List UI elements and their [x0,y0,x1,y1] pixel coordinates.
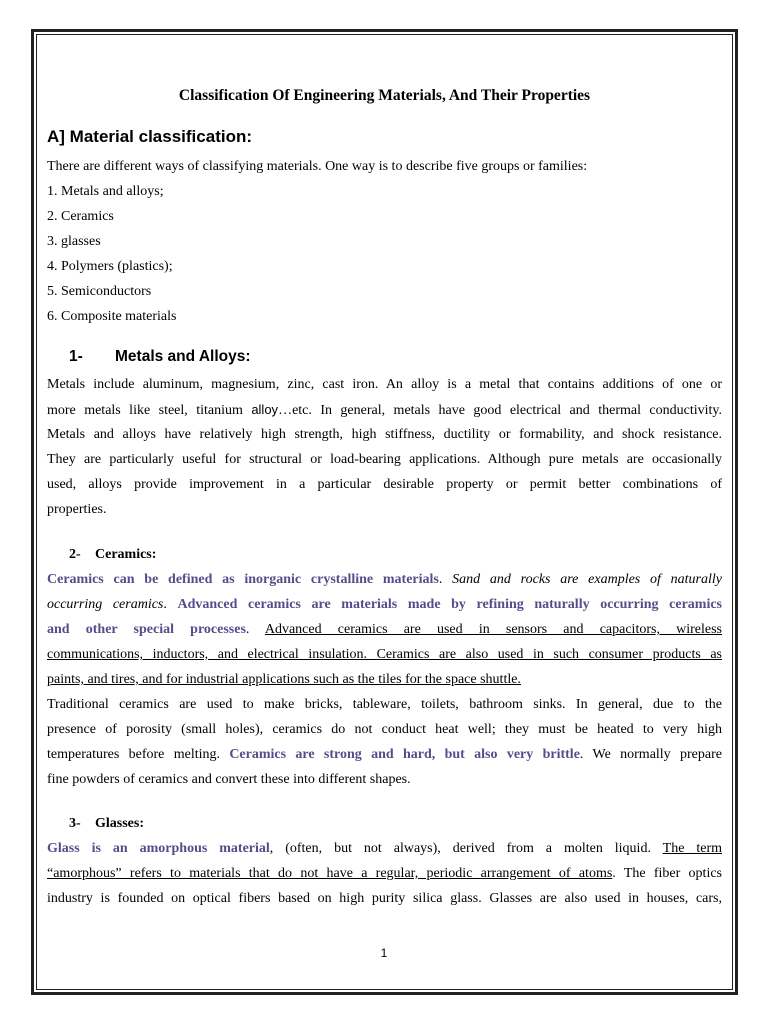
ceramics-line [47,617,722,642]
glasses-heading [69,814,144,834]
glasses-line: industry is founded on optical fibers based on high purity silica glass. Glasses are also used in houses, cars, [47,891,722,906]
metals-heading-number: 1- [69,348,83,365]
metals-line: used, alloys provide improvement in a particular desirable property or permit better combinations of [47,477,722,492]
metals-line [47,397,722,422]
metals-paragraph [47,372,722,522]
metals-line: They are particularly useful for structural or load-bearing applications. Although pure metals are occasionally [47,452,722,467]
ceramics-text: occurring ceramics [47,597,164,612]
ceramics-text: Sand and rocks are examples of naturally [452,572,722,587]
document-title: Classification Of Engineering Materials, And Their Properties [178,87,591,104]
ceramics-heading-number: 2- [69,547,81,562]
ceramics-text: . [438,572,453,587]
ceramics-text: and other special processes [47,622,246,637]
metals-line-part: more metals like steel, titanium [47,403,252,418]
list-item: 1. Metals and alloys; [47,184,164,199]
ceramics-line [47,592,722,617]
glasses-paragraph [47,836,722,911]
list-item: 5. Semiconductors [47,284,152,299]
ceramics-text: . [163,597,178,612]
ceramics-text: Ceramics can be defined as inorganic crystalline materials [47,572,439,587]
ceramics-line: paints, and tires, and for industrial applications such as the tiles for the space shuttle. [47,672,521,687]
ceramics-line [47,742,722,767]
glasses-heading-number: 3- [69,816,81,831]
ceramics-line: Traditional ceramics are used to make bricks, tableware, toilets, bathroom sinks. In general, due to the [47,697,722,712]
ceramics-text: temperatures before melting. [47,747,230,762]
page-number: 1 [380,946,388,960]
ceramics-text: . We normally prepare [579,747,722,762]
ceramics-line: presence of porosity (small holes), ceramics do not conduct heat well; they must be heated to very high [47,722,722,737]
glasses-text: . The fiber optics [612,866,722,881]
ceramics-heading-text: Ceramics: [95,547,157,562]
ceramics-text: Ceramics are strong and hard, but also very brittle [229,747,580,762]
metals-line-part: alloy [251,402,279,417]
list-item: 6. Composite materials [47,309,177,324]
metals-line: Metals include aluminum, magnesium, zinc, cast iron. An alloy is a metal that contains additions of one or [47,377,722,392]
metals-line: Metals and alloys have relatively high strength, high stiffness, ductility or formability, and shock resistance. [47,427,722,442]
list-item: 2. Ceramics [47,209,114,224]
metals-heading-text: Metals and Alloys: [115,348,251,365]
ceramics-text: . [245,622,265,637]
glasses-line [47,836,722,861]
glasses-line [47,861,722,886]
glasses-text: “amorphous” refers to materials that do not have a regular, periodic arrangement of atoms [47,866,613,881]
ceramics-paragraph [47,567,722,792]
section-a-body [47,154,722,329]
ceramics-heading [69,545,156,565]
ceramics-text: Advanced ceramics are materials made by refining naturally occurring ceramics [177,597,722,612]
glasses-text: Glass is an amorphous material [47,841,270,856]
list-item: 3. glasses [47,234,101,249]
metals-line-part: …etc. In general, metals have good electrical and thermal conductivity. [278,403,722,418]
glasses-text: The term [662,841,723,856]
ceramics-line: communications, inductors, and electrical insulation. Ceramics are also used in such consumer products as [47,647,722,662]
section-a-intro: There are different ways of classifying materials. One way is to describe five groups or families: [47,159,588,174]
ceramics-text: Advanced ceramics are used in sensors and capacitors, wireless [264,622,722,637]
glasses-text: , (often, but not always), derived from a molten liquid. [269,841,663,856]
ceramics-line [47,567,722,592]
section-a-heading: A] Material classification: [47,127,253,146]
ceramics-line: fine powders of ceramics and convert these into different shapes. [47,772,411,787]
list-item: 4. Polymers (plastics); [47,259,173,274]
metals-heading [47,346,251,368]
glasses-heading-text: Glasses: [95,816,144,831]
metals-line: properties. [47,502,107,517]
